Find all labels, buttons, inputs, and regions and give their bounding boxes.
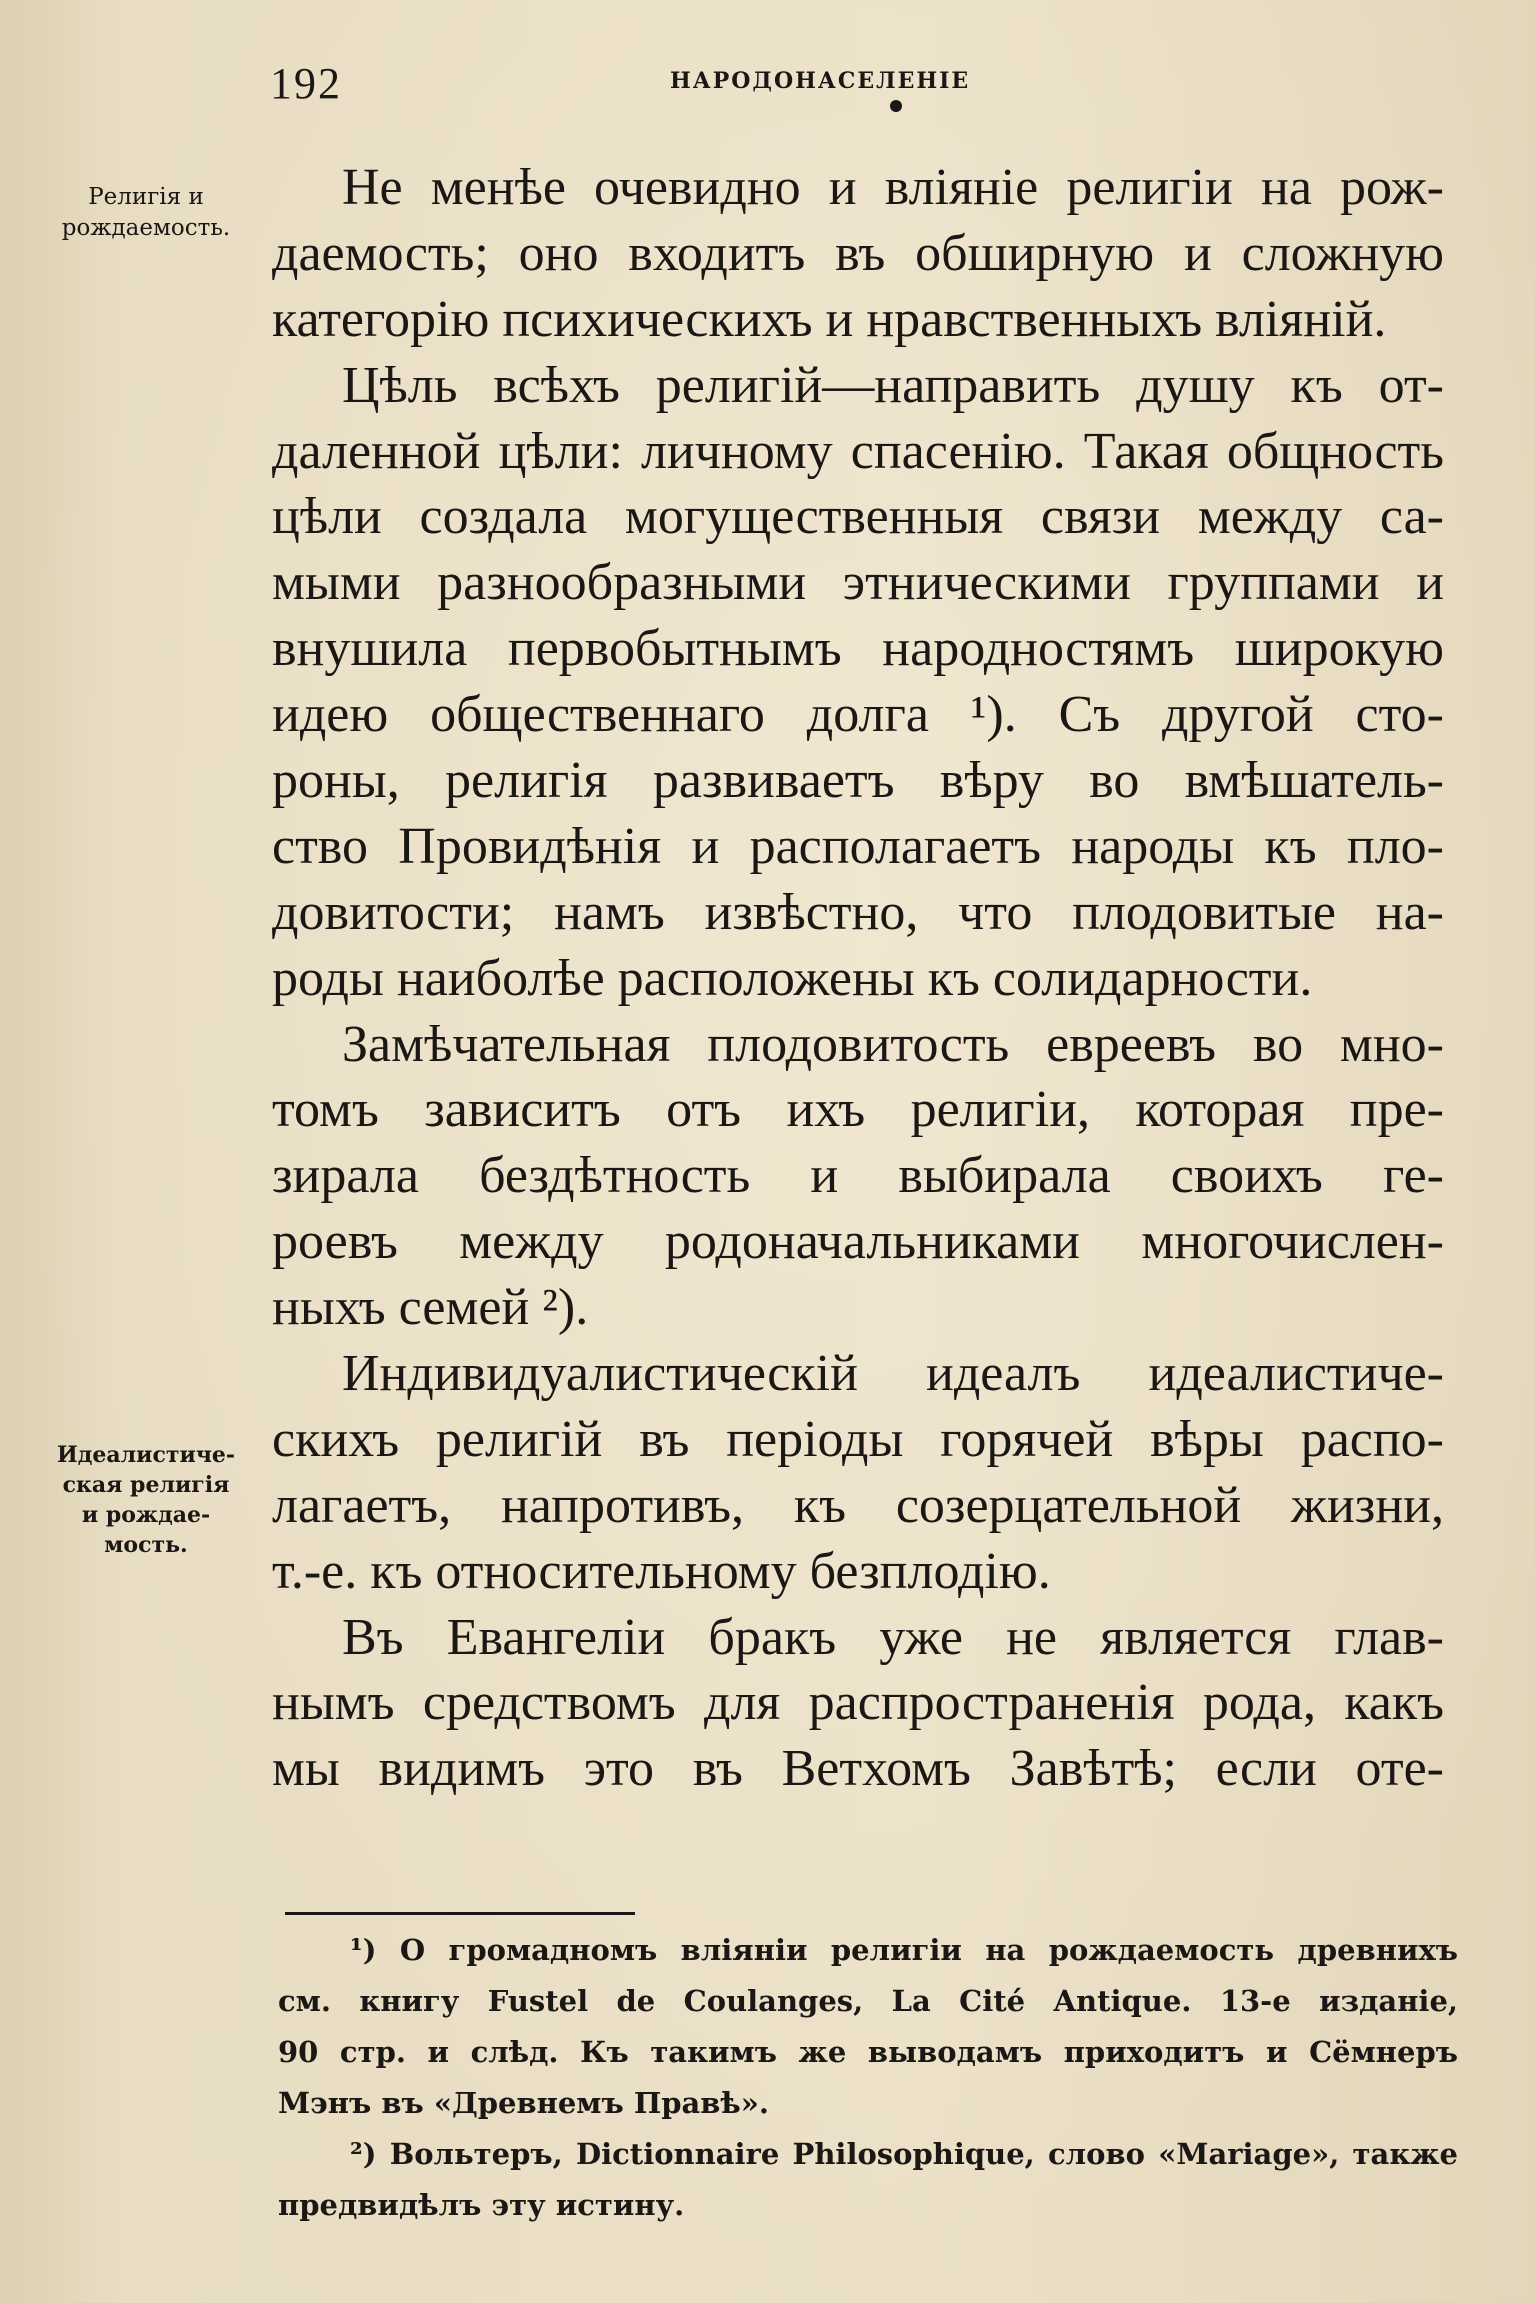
running-head: НАРОДОНАСЕЛЕНIЕ — [670, 68, 971, 94]
body-line: роны, религiя развиваетъ вѣру во вмѣшатель- — [272, 752, 1444, 810]
footnote-line: см. книгу Fustel de Coulanges, La Cité Antique. 13-е изданiе, — [278, 1984, 1458, 2018]
body-line: даемость; оно входитъ въ обширную и сложную — [272, 224, 1444, 282]
body-line: роевъ между родоначальниками многочислен- — [272, 1213, 1444, 1271]
body-line: мы видимъ это въ Ветхомъ Завѣтѣ; если оте- — [272, 1740, 1444, 1798]
body-line: Замѣчательная плодовитость евреевъ во мно- — [342, 1015, 1444, 1073]
footnote-line: предвидѣлъ эту истину. — [278, 2188, 685, 2222]
margin-note-line: ская религiя — [62, 1472, 230, 1498]
body-line: Въ Евангелiи бракъ уже не является глав- — [342, 1608, 1444, 1666]
body-line: ство Провидѣнiя и располагаетъ народы къ пло- — [272, 817, 1444, 875]
body-line: категорiю психическихъ и нравственныхъ влiянiй. — [272, 290, 1387, 348]
margin-note-idealistic-religion — [26, 1440, 266, 1560]
body-line: даленной цѣли: личному спасенiю. Такая общность — [272, 422, 1444, 480]
footnote-line: Мэнъ въ «Древнемъ Правѣ». — [278, 2086, 770, 2120]
page-number: 192 — [270, 59, 342, 108]
body-line: Цѣль всѣхъ религiй—направить душу къ от- — [342, 356, 1444, 414]
body-line: роды наиболѣе расположены къ солидарности. — [272, 949, 1313, 1007]
footnotes — [278, 1925, 1458, 2231]
body-line: т.-е. къ относительному безплодiю. — [272, 1542, 1051, 1600]
body-line: ныхъ семей ²). — [272, 1279, 589, 1337]
body-line: лагаетъ, напротивъ, къ созерцательной жизни, — [272, 1476, 1444, 1534]
body-line: внушила первобытнымъ народностямъ широкую — [272, 620, 1444, 678]
footnote-divider — [285, 1912, 635, 1915]
footnote-line: 90 стр. и слѣд. Къ такимъ же выводамъ приходитъ и Сёмнеръ — [278, 2035, 1458, 2069]
footnote-line: ¹) О громадномъ влiянiи религiи на рождаемость древнихъ — [350, 1933, 1458, 1967]
body-line: томъ зависитъ отъ ихъ религiи, которая пре- — [272, 1081, 1444, 1139]
margin-note-line: Идеалистиче- — [56, 1442, 236, 1468]
page-header — [0, 58, 1535, 118]
body-line: нымъ средствомъ для распространенiя рода, какъ — [272, 1674, 1444, 1732]
body-line: зирала бездѣтность и выбирала своихъ ге- — [272, 1147, 1444, 1205]
margin-note-religion-birthrate — [26, 182, 266, 244]
body-line: скихъ религiй въ перiоды горячей вѣры распо- — [272, 1410, 1444, 1468]
header-ornament-dot — [890, 100, 902, 112]
body-line: довитости; намъ извѣстно, что плодовитые на- — [272, 883, 1444, 941]
body-text — [272, 155, 1444, 1802]
body-line: Индивидуалистическiй идеалъ идеалистиче- — [342, 1345, 1444, 1403]
body-line: мыми разнообразными этническими группами и — [272, 554, 1444, 612]
body-line: Не менѣе очевидно и влiянiе религiи на рож- — [342, 159, 1444, 216]
margin-note-line: Религiя и — [88, 184, 204, 210]
body-line: цѣли создала могущественныя связи между са- — [272, 488, 1444, 546]
body-line: идею общественнаго долга ¹). Съ другой сто- — [272, 686, 1444, 744]
footnote-line: ²) Вольтеръ, Dictionnaire Philosophique, слово «Mariage», также — [350, 2137, 1458, 2171]
margin-note-line: мость. — [104, 1532, 188, 1558]
margin-note-line: и рождае- — [81, 1502, 211, 1528]
margin-note-line: рождаемость. — [61, 215, 231, 241]
